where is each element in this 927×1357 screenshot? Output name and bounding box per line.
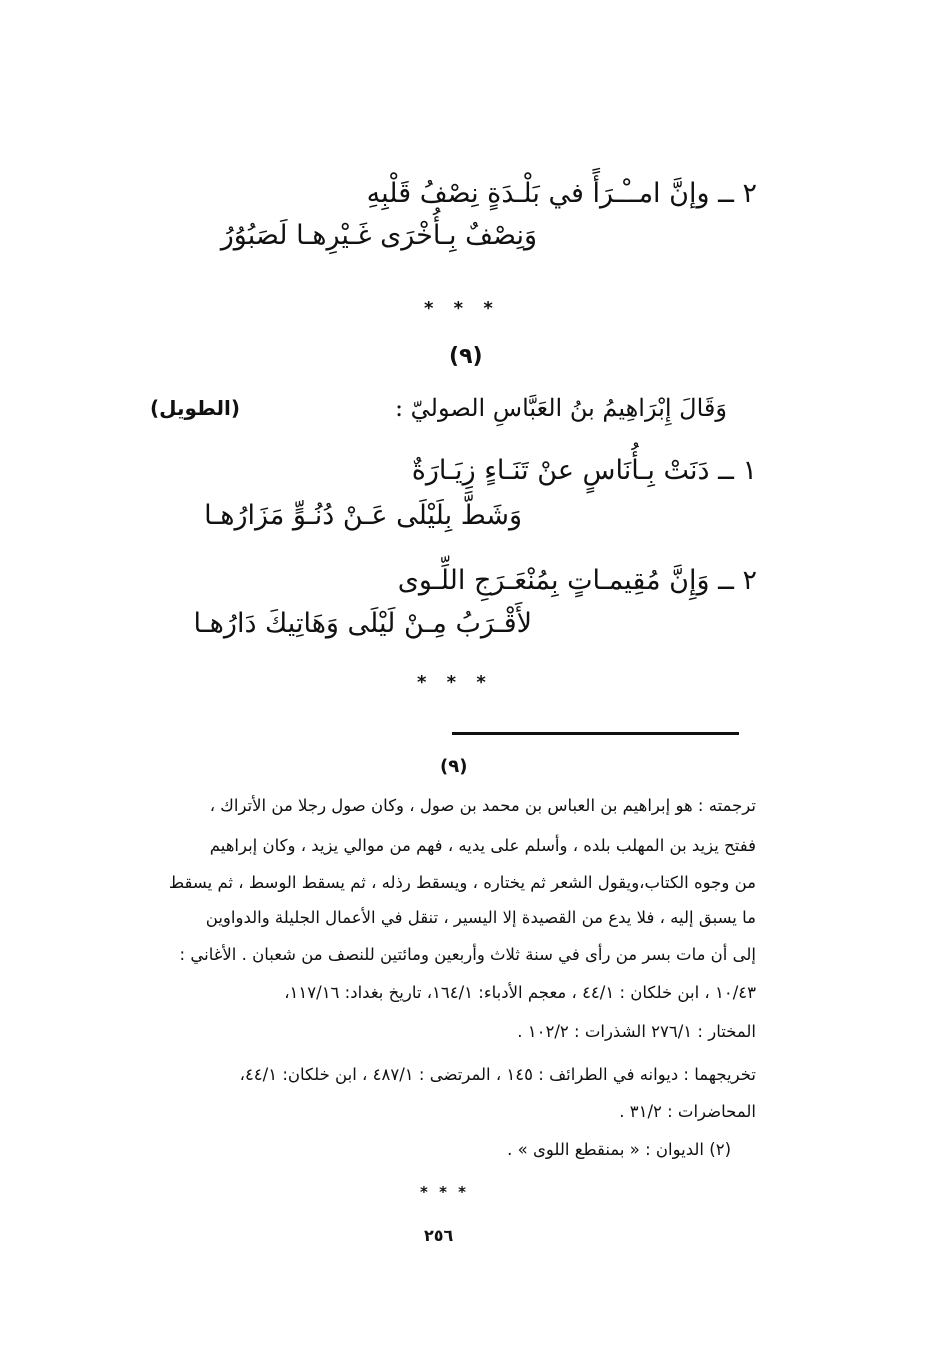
poem-prev-line2-second-hemistich: وَنِصْفٌ بِـأُخْرَى غَـيْرِهـا لَصَبُوُرُ [220, 220, 537, 251]
footnote-line: إلى أن مات بسر من رأى في سنة ثلاث وأربعين ومائتين للنصف من شعبان . الأغاني : [179, 945, 756, 964]
poem-prev-line2-first-hemistich: ٢ ــ وإنَّ امــْـرَأً في بَلْـدَةٍ نِصْفُ قَلْبِهِ [366, 178, 757, 209]
footnote-end-stars: * * * [420, 1183, 466, 1201]
footnote-line: ترجمته : هو إبراهيم بن العباس بن محمد بن صول ، وكان صول رجلا من الأتراك ، [209, 796, 756, 815]
footnote-line: المختار : ٢٧٦/١ الشذرات : ١٠٢/٢ . [517, 1022, 756, 1041]
footnote-line: ما يسبق إليه ، فلا يدع من القصيدة إلا اليسير ، تنقل في الأعمال الجليلة والدواوين [205, 908, 756, 927]
footnote-line: (٢) الديوان : « بمنقطع اللوى » . [507, 1140, 731, 1159]
footnote-number: (٩) [440, 756, 468, 777]
footnote-divider [452, 732, 739, 735]
poetic-meter-label: (الطويل) [150, 396, 241, 420]
verse-2-first-hemistich: ٢ ــ وَإِنَّ مُقِيمـاتٍ بِمُنْعَـرَجِ اللِّـوى [397, 565, 757, 596]
footnote-line: المحاضرات : ٣١/٢ . [619, 1102, 756, 1121]
verse-1-second-hemistich: وَشَطَّ بِلَيْلَى عَـنْ دُنُـوٍّ مَزَارُهـا [204, 500, 522, 531]
section-number: (٩) [449, 344, 483, 369]
section-end-stars: * * * [417, 672, 486, 693]
poem-intro: وَقَالَ إِبْرَاهِيمُ بنُ العَبَّاسِ الصوليّ : [394, 394, 727, 422]
footnote-line: ١٠/٤٣ ، ابن خلكان : ٤٤/١ ، معجم الأدباء: ١٦٤/١، تاريخ بغداد: ١١٧/١٦، [284, 983, 756, 1002]
separator-stars: * * * [424, 298, 493, 319]
page-number: ٢٥٦ [424, 1226, 454, 1245]
footnote-line: تخريجهما : ديوانه في الطرائف : ١٤٥ ، المرتضى : ٤٨٧/١ ، ابن خلكان: ٤٤/١، [239, 1065, 756, 1084]
footnote-line: ففتح يزيد بن المهلب بلده ، وأسلم على يديه ، فهم من موالي يزيد ، وكان إبراهيم [209, 836, 756, 855]
footnote-line: من وجوه الكتاب،ويقول الشعر ثم يختاره ، ويسقط رذله ، ثم يسقط الوسط ، ثم يسقط [168, 873, 756, 892]
verse-2-second-hemistich: لأَقْـرَبُ مِـنْ لَيْلَى وَهَاتِيكَ دَارُهـا [193, 608, 532, 639]
verse-1-first-hemistich: ١ ــ دَنَتْ بِـأُنَاسٍ عنْ تَنَـاءٍ زِيَـارَةٌ [411, 455, 757, 486]
